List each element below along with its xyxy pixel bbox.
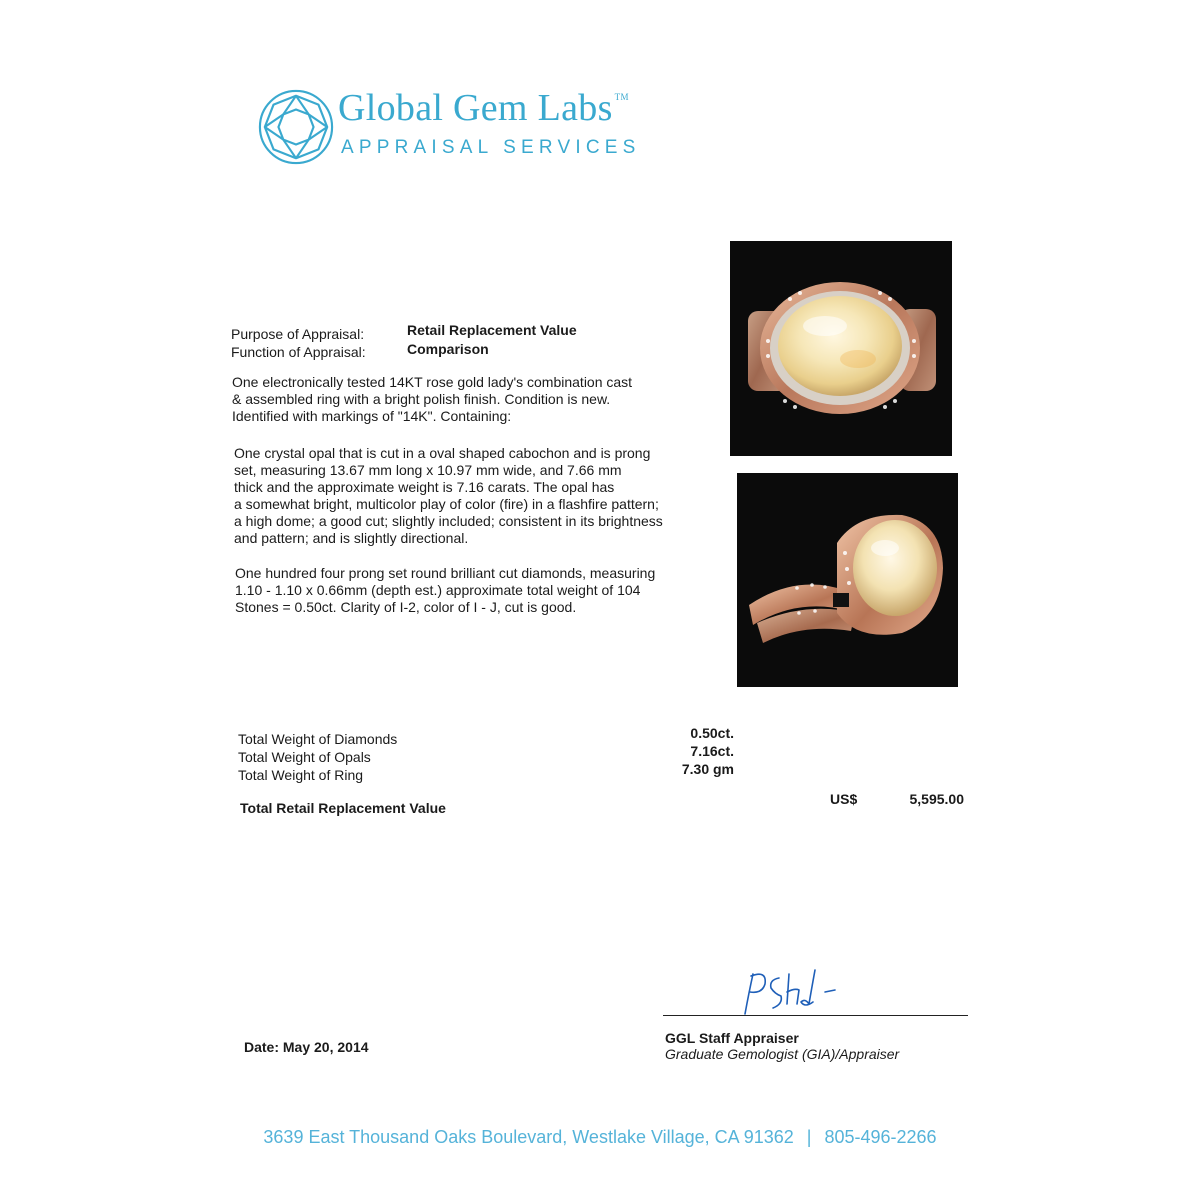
appraiser-credential: Graduate Gemologist (GIA)/Appraiser (665, 1046, 900, 1062)
opal-description (234, 445, 704, 547)
total-retail-label: Total Retail Replacement Value (240, 800, 446, 816)
total-ring-value: 7.30 gm (681, 761, 734, 777)
ring-line: Identified with markings of "14K". Containing: (232, 408, 512, 424)
total-retail-value: 5,595.00 (909, 791, 964, 807)
opal-line: set, measuring 13.67 mm long x 10.97 mm wide, and 7.66 mm (234, 462, 622, 478)
opal-line: a somewhat bright, multicolor play of color (fire) in a flashfire pattern; (234, 496, 659, 512)
ring-line: One electronically tested 14KT rose gold lady's combination cast (232, 374, 633, 390)
ring-description (232, 374, 702, 425)
signature-image (735, 962, 855, 1022)
appraisal-date: Date: May 20, 2014 (244, 1039, 369, 1055)
function-label: Function of Appraisal: (231, 344, 366, 360)
gem-icon (257, 88, 335, 166)
total-diamonds-value: 0.50ct. (690, 725, 734, 741)
footer-contact (0, 1127, 1200, 1148)
opal-line: thick and the approximate weight is 7.16 carats. The opal has (234, 479, 615, 495)
purpose-label: Purpose of Appraisal: (231, 326, 365, 342)
opal-line: and pattern; and is slightly directional. (234, 530, 469, 546)
diamonds-line: 1.10 - 1.10 x 0.66mm (depth est.) approximate total weight of 104 (235, 582, 641, 598)
signature-line (663, 1015, 968, 1016)
currency: US$ (830, 791, 858, 807)
ring-side-view-photo (737, 473, 958, 687)
ring-line: & assembled ring with a bright polish finish. Condition is new. (232, 391, 611, 407)
total-opals-label: Total Weight of Opals (238, 749, 371, 765)
opal-line: One crystal opal that is cut in a oval shaped cabochon and is prong (234, 445, 651, 461)
total-opals-value: 7.16ct. (690, 743, 734, 759)
function-value: Comparison (407, 341, 489, 357)
total-diamonds-label: Total Weight of Diamonds (238, 731, 398, 747)
brand-name: Global Gem Labs ™ (338, 87, 629, 129)
opal-line: a high dome; a good cut; slightly included; consistent in its brightness (234, 513, 663, 529)
purpose-value: Retail Replacement Value (407, 322, 577, 338)
footer-separator: | (806, 1127, 812, 1147)
brand-subtitle: APPRAISAL SERVICES (341, 137, 641, 158)
footer-address: 3639 East Thousand Oaks Boulevard, Westlake Village, CA 91362 (263, 1127, 794, 1147)
footer-phone: 805-496-2266 (824, 1127, 937, 1147)
total-ring-label: Total Weight of Ring (238, 767, 364, 783)
diamonds-line: Stones = 0.50ct. Clarity of I-2, color of I - J, cut is good. (235, 599, 577, 615)
diamonds-line: One hundred four prong set round brilliant cut diamonds, measuring (235, 565, 656, 581)
trademark: TM (614, 92, 629, 102)
diamonds-description (235, 565, 705, 616)
appraiser-title: GGL Staff Appraiser (665, 1030, 799, 1046)
ring-top-view-photo (730, 241, 952, 456)
